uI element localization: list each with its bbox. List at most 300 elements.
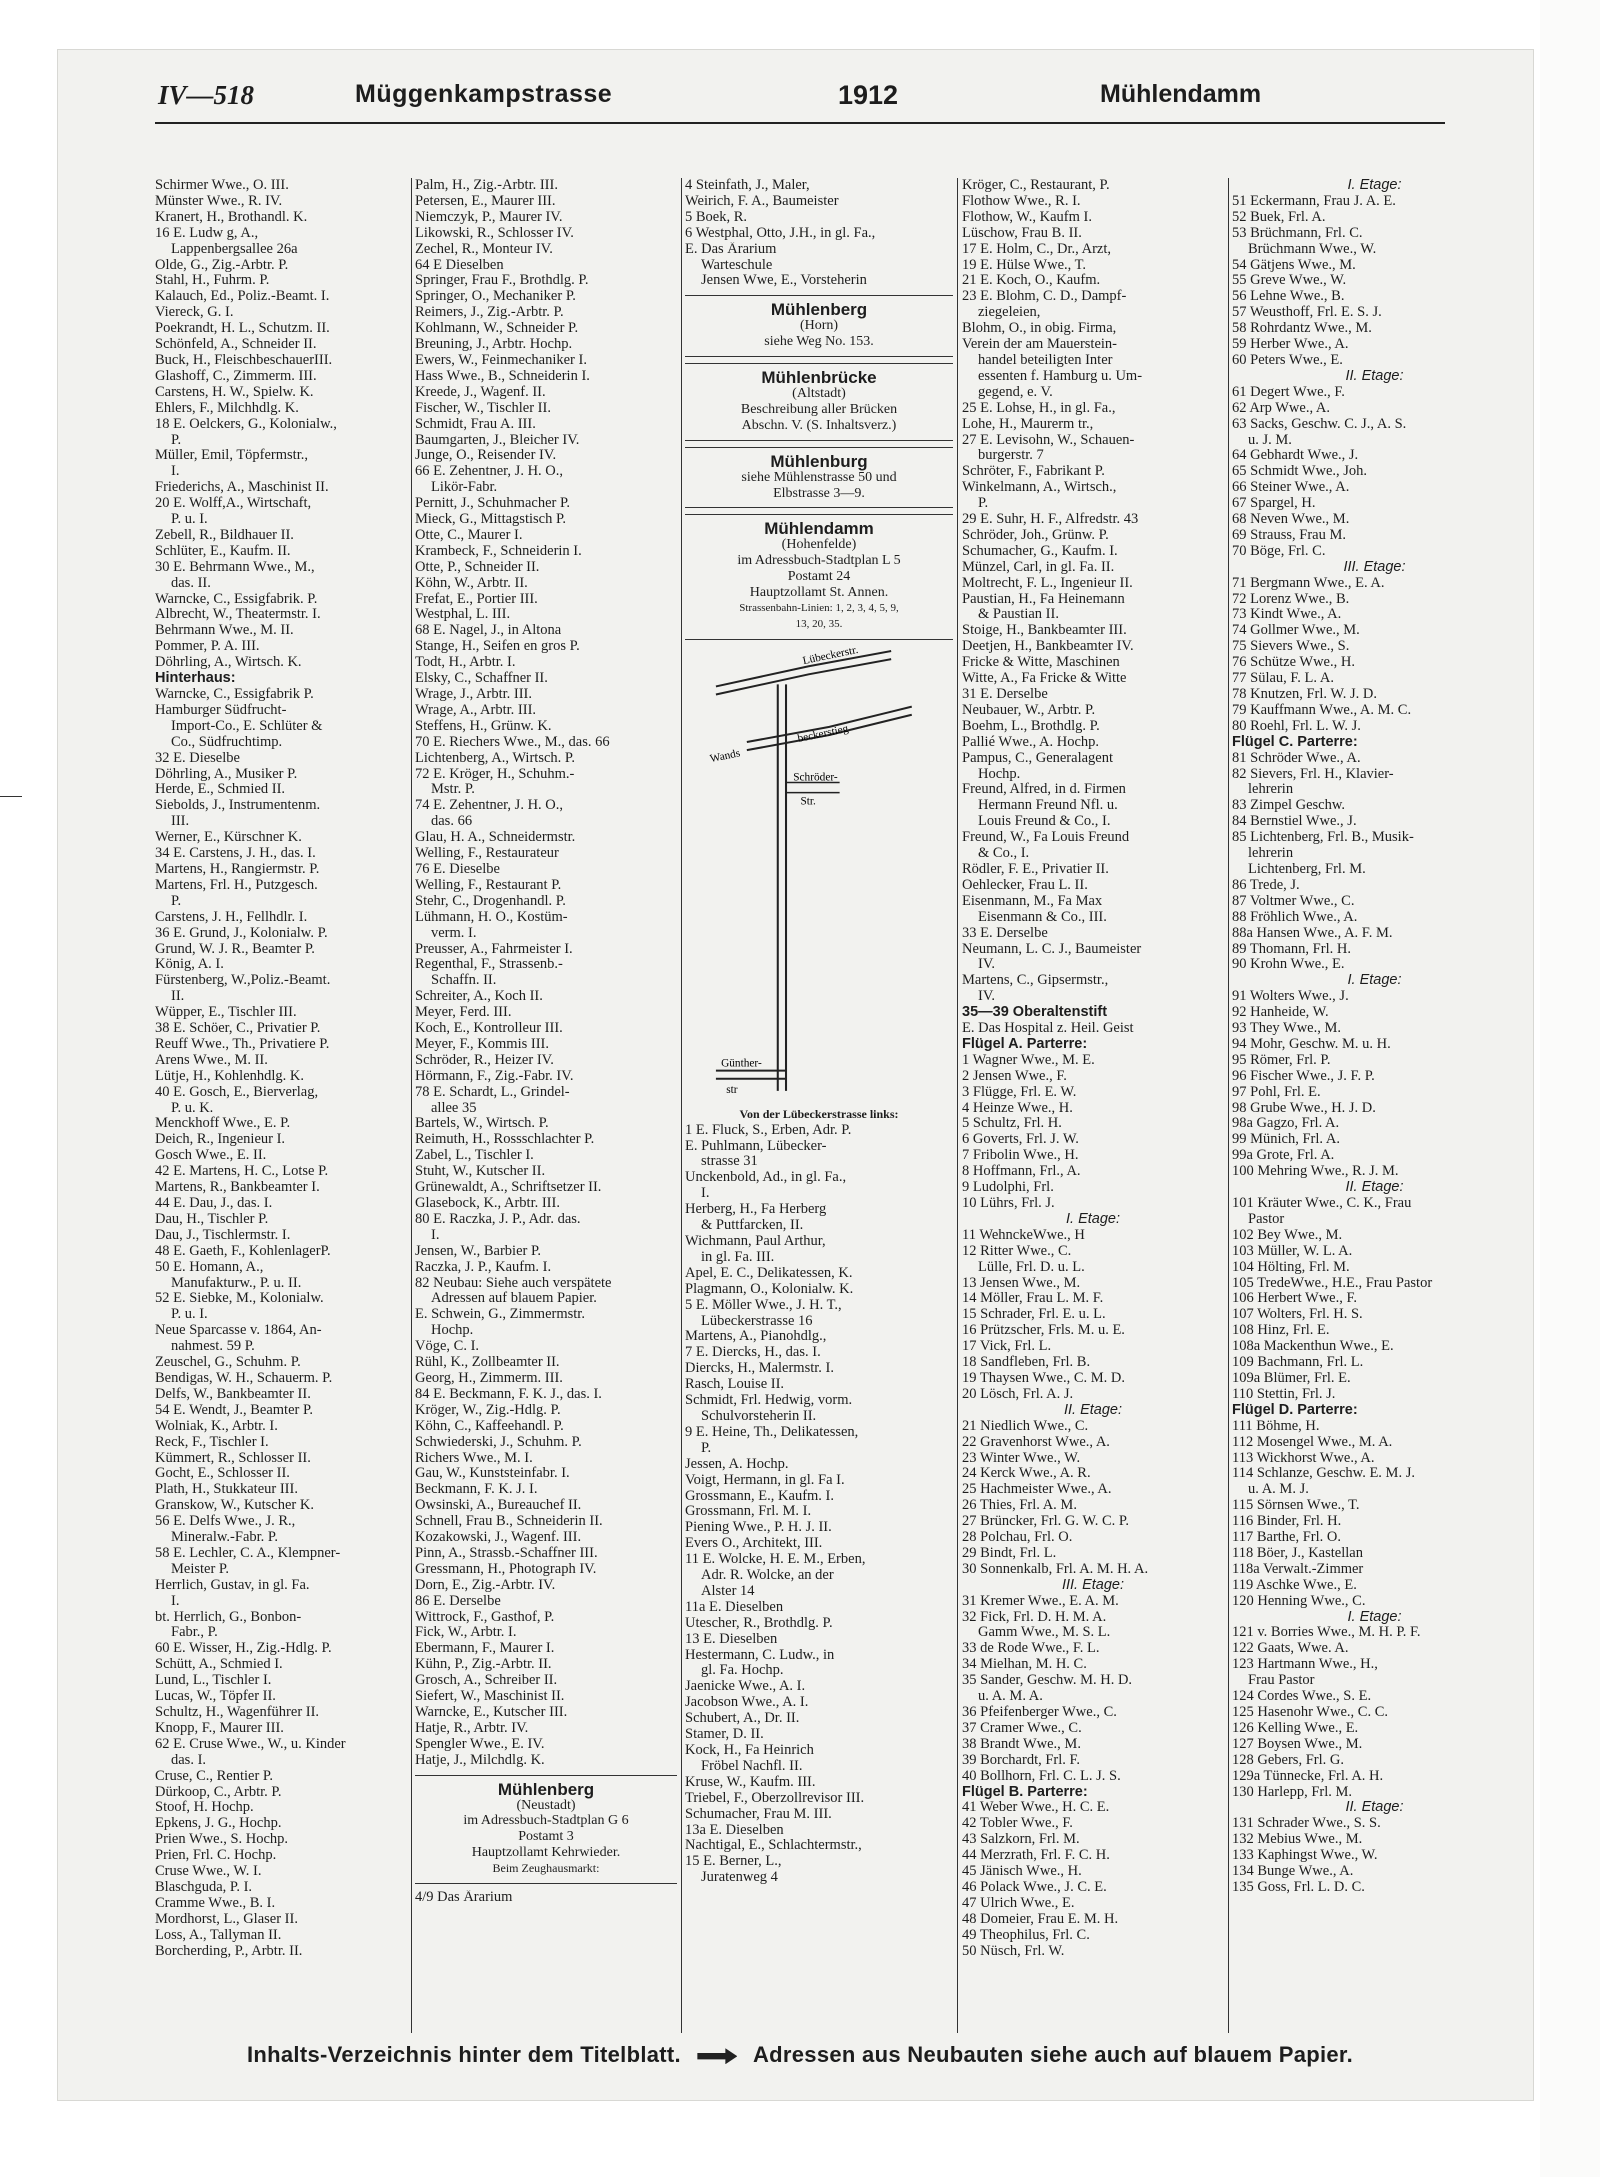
directory-entry: Flügel B. Parterre:	[962, 1784, 1088, 1800]
directory-entry: 133 Kaphingst Wwe., W.	[1232, 1848, 1378, 1864]
directory-entry: Otte, C., Maurer I.	[415, 527, 523, 543]
directory-entry: Gressmann, H., Photograph IV.	[415, 1561, 597, 1577]
directory-entry: 7 E. Diercks, H., das. I.	[685, 1345, 821, 1361]
directory-entry: 111 Böhme, H.	[1232, 1418, 1320, 1434]
directory-entry: Hochp.	[431, 1323, 474, 1339]
directory-entry: Epkens, J. G., Hochp.	[155, 1816, 282, 1832]
directory-entry: Grünewaldt, A., Schriftsetzer II.	[415, 1180, 602, 1196]
directory-entry: Glashoff, C., Zimmerm. III.	[155, 368, 317, 384]
map-label: Str.	[800, 795, 816, 808]
directory-entry: 20 Lösch, Frl. A. J.	[962, 1386, 1074, 1402]
street-info-box	[685, 514, 953, 639]
directory-entry: Martens, A., Pianohdlg.,	[685, 1329, 827, 1345]
directory-entry: in gl. Fa. III.	[701, 1249, 775, 1265]
directory-entry: Lohe, H., Maurerm tr.,	[962, 416, 1094, 432]
directory-entry: Siefert, W., Maschinist II.	[415, 1689, 565, 1705]
box-line: Hauptzollamt Kehrwieder.	[471, 1845, 621, 1861]
directory-entry: Jensen Wwe, E., Vorsteherin	[701, 273, 867, 289]
directory-entry: das. 66	[431, 814, 473, 830]
directory-entry: 77 Sülau, F. L. A.	[1232, 671, 1334, 687]
directory-entry: Breuning, J., Arbtr. Hochp.	[415, 337, 573, 353]
directory-entry: Rödler, F. E., Privatier II.	[962, 861, 1109, 877]
directory-entry: Neue Sparcasse v. 1864, An-	[155, 1323, 322, 1339]
directory-entry: P. u. I.	[171, 1307, 208, 1323]
directory-entry: das. II.	[171, 575, 211, 591]
directory-entry: Brüchmann Wwe., W.	[1248, 241, 1377, 257]
directory-entry: 107 Wolters, Frl. H. S.	[1232, 1307, 1363, 1323]
directory-entry: Schmidt, Frau A. III.	[415, 416, 536, 432]
directory-entry: Evers O., Architekt, III.	[685, 1536, 823, 1552]
directory-entry: Cruse, C., Rentier P.	[155, 1768, 274, 1784]
directory-entry: 9 Ludolphi, Frl.	[962, 1180, 1054, 1196]
directory-entry: I.	[171, 464, 180, 480]
directory-entry: 11 E. Wolcke, H. E. M., Erben,	[685, 1552, 866, 1568]
directory-entry: 15 E. Berner, L.,	[685, 1854, 782, 1870]
directory-entry: 132 Mebius Wwe., M.	[1232, 1832, 1363, 1848]
directory-entry: 54 Gätjens Wwe., M.	[1232, 257, 1356, 273]
directory-entry: Stehr, C., Drogenhandl. P.	[415, 893, 566, 909]
directory-entry: 62 Arp Wwe., A.	[1232, 400, 1331, 416]
directory-entry: 41 Weber Wwe., H. C. E.	[962, 1800, 1110, 1816]
directory-entry: 60 E. Wisser, H., Zig.-Hdlg. P.	[155, 1641, 332, 1657]
directory-entry: IV.	[978, 989, 996, 1005]
directory-entry: strasse 31	[701, 1154, 758, 1170]
directory-entry: 33 E. Derselbe	[962, 925, 1048, 941]
directory-entry: Diercks, H., Malermstr. I.	[685, 1361, 834, 1377]
box-line: im Adressbuch-Stadtplan L 5	[737, 553, 901, 569]
directory-entry: 13 E. Dieselben	[685, 1631, 778, 1647]
directory-entry: 89 Thomann, Frl. H.	[1232, 941, 1351, 957]
directory-entry: Flügel A. Parterre:	[962, 1036, 1088, 1052]
directory-entry: 127 Boysen Wwe., M.	[1232, 1736, 1363, 1752]
directory-entry: Grossmann, E., Kaufm. I.	[685, 1488, 835, 1504]
directory-entry: Winkelmann, A., Wirtsch.,	[962, 480, 1117, 496]
page-edge	[1540, 0, 1600, 2177]
directory-entry: Schütt, A., Schmied I.	[155, 1657, 283, 1673]
directory-entry: Viereck, G. I.	[155, 305, 234, 321]
directory-entry: 90 Krohn Wwe., E.	[1232, 957, 1345, 973]
directory-entry: 108 Hinz, Frl. E.	[1232, 1323, 1330, 1339]
directory-entry: 24 Kerck Wwe., A. R.	[962, 1466, 1091, 1482]
directory-entry: Junge, O., Reisender IV.	[415, 448, 557, 464]
directory-entry: 45 Jänisch Wwe., H.	[962, 1864, 1082, 1880]
directory-entry: 120 Henning Wwe., C.	[1232, 1593, 1366, 1609]
directory-entry: Schröter, F., Fabrikant P.	[962, 464, 1105, 480]
directory-entry: 88a Hansen Wwe., A. F. M.	[1232, 925, 1393, 941]
directory-entry: Freund, Alfred, in d. Firmen	[962, 782, 1126, 798]
directory-entry: Warncke, C., Essigfabrik. P.	[155, 591, 318, 607]
box-line: (Horn)	[799, 318, 839, 334]
directory-entry: Poekrandt, H. L., Schutzm. II.	[155, 321, 330, 337]
box-line: (Hohenfelde)	[781, 537, 857, 553]
directory-entry: 34 E. Carstens, J. H., das. I.	[155, 846, 316, 862]
directory-entry: Paustian, H., Fa Heinemann	[962, 591, 1125, 607]
directory-entry: Loss, A., Tallyman II.	[155, 1927, 282, 1943]
directory-entry: 29 Bindt, Frl. L.	[962, 1545, 1057, 1561]
directory-entry: gl. Fa. Hochp.	[701, 1663, 784, 1679]
directory-entry: 121 v. Borries Wwe., M. H. P. F.	[1232, 1625, 1421, 1641]
directory-entry: Kröger, W., Zig.-Hdlg. P.	[415, 1402, 561, 1418]
directory-entry: Münster Wwe., R. IV.	[155, 193, 283, 209]
directory-entry: Likowski, R., Schlosser IV.	[415, 225, 574, 241]
directory-entry: u. A. M. A.	[978, 1689, 1043, 1705]
directory-entry: lehrerin	[1248, 782, 1294, 798]
directory-entry: handel beteiligten Inter	[978, 352, 1113, 368]
directory-entry: 104 Hölting, Frl. M.	[1232, 1259, 1350, 1275]
directory-entry: 4 Steinfath, J., Maler,	[685, 178, 810, 193]
directory-entry: 22 Gravenhorst Wwe., A.	[962, 1434, 1110, 1450]
directory-entry: Schumacher, Frau M. III.	[685, 1806, 832, 1822]
directory-entry: Lüschow, Frau B. II.	[962, 225, 1082, 241]
directory-entry: 6 Westphal, Otto, J.H., in gl. Fa.,	[685, 225, 876, 241]
box-subtitle: (Neustadt)	[516, 1797, 576, 1813]
box-line: Postamt 24	[787, 569, 851, 585]
directory-entry: 31 Kremer Wwe., E. A. M.	[962, 1593, 1119, 1609]
directory-entry: Co., Südfruchtimp.	[171, 734, 283, 750]
directory-entry: 82 Sievers, Frl. H., Klavier-	[1232, 766, 1394, 782]
directory-entry: 122 Gaats, Wwe. A.	[1232, 1641, 1349, 1657]
directory-entry: 4 Heinze Wwe., H.	[962, 1100, 1073, 1116]
street-heading: Müggenkampstrasse	[355, 80, 613, 108]
directory-entry: 96 Fischer Wwe., J. F. P.	[1232, 1068, 1375, 1084]
entry: 4/9 Das Ärarium	[415, 1890, 513, 1906]
directory-entry: Kranert, H., Brothandl. K.	[155, 209, 308, 225]
directory-entry: Gamm Wwe., M. S. L.	[978, 1625, 1111, 1641]
directory-entry: 33 de Rode Wwe., F. L.	[962, 1641, 1100, 1657]
directory-entry: 52 E. Siebke, M., Kolonialw.	[155, 1291, 324, 1307]
directory-entry: 70 Böge, Frl. C.	[1232, 543, 1326, 559]
directory-entry: Prien Wwe., S. Hochp.	[155, 1832, 289, 1848]
directory-entry: ziegeleien,	[978, 305, 1041, 321]
street-info-box	[685, 447, 953, 509]
directory-entry: Krambeck, F., Schneiderin I.	[415, 543, 582, 559]
directory-entry: 131 Schrader Wwe., S. S.	[1232, 1816, 1381, 1832]
box-line: im Adressbuch-Stadtplan G 6	[463, 1813, 629, 1829]
directory-entry: 55 Greve Wwe., W.	[1232, 273, 1347, 289]
directory-entry: 118 Böer, J., Kastellan	[1232, 1545, 1363, 1561]
directory-entry: 48 Domeier, Frau E. M. H.	[962, 1911, 1119, 1927]
directory-entry: Alster 14	[701, 1583, 755, 1599]
directory-entry: 25 E. Lohse, H., in gl. Fa.,	[962, 400, 1116, 416]
directory-entry: Fick, W., Arbtr. I.	[415, 1625, 517, 1641]
directory-entry: Zabel, L., Tischler I.	[415, 1148, 534, 1164]
box-title: Mühlenberg	[770, 300, 868, 320]
directory-entry: Dau, H., Tischler P.	[155, 1211, 269, 1227]
directory-entry: Stoof, H. Hochp.	[155, 1800, 254, 1816]
directory-entry: Palm, H., Zig.-Arbtr. III.	[415, 178, 558, 193]
directory-entry: 30 E. Behrmann Wwe., M.,	[155, 559, 315, 575]
directory-entry: II.	[171, 989, 185, 1005]
directory-entry: Mieck, G., Mittagstisch P.	[415, 512, 567, 528]
box-note: Beim Zeughausmarkt:	[492, 1861, 600, 1876]
directory-entry: 36 Pfeifenberger Wwe., C.	[962, 1705, 1117, 1720]
directory-entry: 14 Möller, Frau L. M. F.	[962, 1291, 1104, 1307]
column-divider	[1228, 178, 1229, 2033]
directory-entry: Triebel, F., Oberzollrevisor III.	[685, 1790, 865, 1806]
directory-entry: Unckenbold, Ad., in gl. Fa.,	[685, 1170, 847, 1186]
directory-entry: Köhn, W., Arbtr. II.	[415, 575, 528, 591]
map-label: beckerstieg	[796, 722, 850, 745]
directory-entry: Manufakturw., P. u. II.	[171, 1275, 302, 1291]
directory-entry: I.	[701, 1186, 710, 1202]
directory-entry: 9 E. Heine, Th., Delikatessen,	[685, 1424, 859, 1440]
directory-entry: Adressen auf blauem Papier.	[431, 1291, 597, 1307]
directory-entry: 115 Sörnsen Wwe., T.	[1232, 1498, 1360, 1514]
directory-entry: Springer, Frau F., Brothdlg. P.	[415, 273, 589, 289]
directory-entry: Zechel, R., Monteur IV.	[415, 241, 553, 257]
directory-entry: 36 E. Grund, J., Kolonialw. P.	[155, 925, 328, 941]
directory-entry: lehrerin	[1248, 846, 1294, 862]
box-line: siehe Mühlenstrasse 50 und	[741, 469, 897, 485]
directory-entry: 64 E Dieselben	[415, 257, 504, 273]
directory-entry: Buck, H., FleischbeschauerIII.	[155, 352, 333, 368]
footer-right: Adressen aus Neubauten siehe auch auf blauem Papier.	[752, 2042, 1353, 2067]
directory-entry: 44 E. Dau, J., das. I.	[155, 1196, 273, 1211]
directory-entry: Mstr. P.	[431, 782, 475, 798]
directory-entry: 57 Weusthoff, Frl. E. S. J.	[1232, 305, 1382, 321]
directory-entry: P.	[978, 496, 989, 512]
directory-entry: Freund, W., Fa Louis Freund	[962, 830, 1130, 846]
directory-entry: Schmidt, Frl. Hedwig, vorm.	[685, 1393, 853, 1409]
directory-entry: 83 Zimpel Geschw.	[1232, 798, 1346, 814]
directory-entry: 40 Bollhorn, Frl. C. L. J. S.	[962, 1768, 1121, 1784]
directory-entry: I. Etage:	[1347, 1609, 1402, 1625]
directory-entry: 99a Grote, Frl. A.	[1232, 1148, 1335, 1164]
directory-entry: 129a Tünnecke, Frl. A. H.	[1232, 1768, 1384, 1784]
directory-entry: 40 E. Gosch, E., Bierverlag,	[155, 1084, 319, 1100]
directory-entry: 125 Hasenohr Wwe., C. C.	[1232, 1705, 1388, 1720]
directory-entry: 108a Mackenthun Wwe., E.	[1232, 1339, 1394, 1355]
directory-entry: 87 Voltmer Wwe., C.	[1232, 893, 1355, 909]
directory-entry: E. Das Ärarium	[685, 241, 777, 257]
footer-left: Inhalts-Verzeichnis hinter dem Titelblatt.	[246, 2042, 681, 2067]
directory-entry: Kock, H., Fa Heinrich	[685, 1743, 814, 1758]
directory-entry: 44 Merzrath, Frl. F. C. H.	[962, 1848, 1110, 1864]
directory-entry: 7 Fribolin Wwe., H.	[962, 1148, 1079, 1164]
directory-entry: 56 Lehne Wwe., B.	[1232, 289, 1345, 305]
street-info-box	[685, 295, 953, 357]
column-divider	[957, 178, 958, 2033]
directory-entry: Friederichs, A., Maschinist II.	[155, 480, 329, 496]
directory-entry: III. Etage:	[1343, 559, 1406, 575]
directory-entry: Eisenmann & Co., III.	[978, 909, 1107, 925]
directory-entry: 47 Ulrich Wwe., E.	[962, 1895, 1075, 1911]
directory-entry: Mordhorst, L., Glaser II.	[155, 1911, 298, 1927]
directory-entry: 38 Brandt Wwe., M.	[962, 1736, 1081, 1752]
directory-entry: Flothow, W., Kaufm I.	[962, 209, 1092, 225]
directory-entry: Warncke, E., Kutscher III.	[415, 1705, 568, 1720]
directory-entry: Cramme Wwe., B. I.	[155, 1895, 276, 1911]
directory-entry: 109 Bachmann, Frl. L.	[1232, 1355, 1364, 1371]
box-line: siehe Weg No. 153.	[764, 334, 874, 350]
directory-entry: Stahl, H., Fuhrm. P.	[155, 273, 270, 289]
directory-entry: 19 Thaysen Wwe., C. M. D.	[962, 1370, 1125, 1386]
directory-entry: 50 E. Homann, A.,	[155, 1259, 264, 1275]
directory-entry: verm. I.	[431, 925, 477, 941]
map-caption: Von der Lübeckerstrasse links:	[739, 1106, 899, 1121]
directory-entry: Gosch Wwe., E. II.	[155, 1148, 267, 1164]
directory-entry: & Puttfarcken, II.	[701, 1218, 804, 1234]
directory-entry: 23 Winter Wwe., W.	[962, 1450, 1081, 1466]
muehlenberg-neustadt-box	[415, 1775, 677, 1884]
directory-entry: I. Etage:	[1347, 178, 1402, 193]
directory-entry: Warteschule	[701, 257, 773, 273]
column-2	[415, 178, 677, 2033]
directory-entry: 50 Nüsch, Frl. W.	[962, 1943, 1065, 1959]
directory-entry: Jessen, A. Hochp.	[685, 1456, 789, 1472]
directory-entry: 128 Gebers, Frl. G.	[1232, 1752, 1344, 1768]
directory-entry: Owsinski, A., Bureauchef II.	[415, 1498, 582, 1514]
directory-entry: P. u. I.	[171, 512, 208, 528]
directory-entry: Frau Pastor	[1248, 1673, 1315, 1689]
directory-entry: Schultz, H., Wagenführer II.	[155, 1705, 320, 1720]
directory-entry: Fricke & Witte, Maschinen	[962, 655, 1120, 671]
directory-entry: Behrmann Wwe., M. II.	[155, 623, 294, 639]
directory-entry: 119 Aschke Wwe., E.	[1232, 1577, 1357, 1593]
directory-entry: 16 E. Ludw g, A.,	[155, 225, 259, 241]
directory-entry: 74 E. Zehentner, J. H. O.,	[415, 798, 564, 814]
directory-entry: Reuff Wwe., Th., Privatiere P.	[155, 1036, 330, 1052]
directory-entry: 100 Mehring Wwe., R. J. M.	[1232, 1164, 1399, 1180]
directory-entry: 82 Neubau: Siehe auch verspätete	[415, 1275, 612, 1291]
directory-entry: 12 Ritter Wwe., C.	[962, 1243, 1072, 1259]
directory-entry: Schumacher, G., Kaufm. I.	[962, 543, 1118, 559]
box-line: Hauptzollamt St. Annen.	[749, 585, 889, 601]
directory-entry: Utescher, R., Brothdlg. P.	[685, 1615, 833, 1631]
directory-entry: III. Etage:	[1061, 1577, 1125, 1593]
directory-entry: Westphal, L. III.	[415, 607, 511, 623]
directory-entry: 88 Fröhlich Wwe., A.	[1232, 909, 1358, 925]
directory-entry: 74 Gollmer Wwe., M.	[1232, 623, 1360, 639]
directory-entry: Olde, G., Zig.-Arbtr. P.	[155, 257, 289, 273]
directory-entry: Otte, P., Schneider II.	[415, 559, 540, 575]
directory-entry: 21 E. Koch, O., Kaufm.	[962, 273, 1101, 289]
directory-entry: Herde, E., Schmied II.	[155, 782, 286, 798]
directory-entry: Raczka, J. P., Kaufm. I.	[415, 1259, 552, 1275]
directory-entry: 105 TredeWwe., H.E., Frau Pastor	[1232, 1275, 1433, 1291]
directory-entry: 78 E. Schardt, L., Grindel-	[415, 1084, 570, 1100]
directory-entry: Apel, E. C., Delikatessen, K.	[685, 1265, 853, 1281]
directory-entry: 76 Schütze Wwe., H.	[1232, 655, 1355, 671]
directory-entry: Louis Freund & Co., I.	[978, 814, 1111, 830]
directory-entry: Witte, A., Fa Fricke & Witte	[962, 671, 1127, 687]
directory-entry: Kreede, J., Wagenf. II.	[415, 384, 546, 400]
directory-entry: Schönfeld, A., Schneider II.	[155, 337, 317, 353]
directory-entry: Lucas, W., Töpfer II.	[155, 1689, 276, 1705]
directory-entry: 64 Gebhardt Wwe., J.	[1232, 448, 1359, 464]
directory-entry: Menckhoff Wwe., E. P.	[155, 1116, 291, 1132]
directory-entry: 58 Rohrdantz Wwe., M.	[1232, 321, 1372, 337]
directory-entry: 11a E. Dieselben	[685, 1599, 784, 1615]
right-street-heading: Mühlendamm	[1100, 80, 1262, 108]
directory-entry: & Co., I.	[978, 846, 1030, 862]
directory-entry: Dau, J., Tischlermstr. I.	[155, 1227, 291, 1243]
directory-entry: 79 Kauffmann Wwe., A. M. C.	[1232, 702, 1412, 718]
directory-entry: II. Etage:	[1345, 1800, 1404, 1816]
directory-entry: 130 Harlepp, Frl. M.	[1232, 1784, 1353, 1800]
directory-entry: 38 E. Schöer, C., Privatier P.	[155, 1021, 321, 1037]
directory-entry: Lülle, Frl. D. u. L.	[978, 1259, 1085, 1275]
directory-entry: Elsky, C., Schaffner II.	[415, 671, 548, 687]
directory-entry: E. Das Hospital z. Heil. Geist	[962, 1021, 1134, 1037]
directory-entry: Bartels, W., Wirtsch. P.	[415, 1116, 549, 1132]
directory-entry: Rasch, Louise II.	[685, 1377, 785, 1393]
directory-entry: Rühl, K., Zollbeamter II.	[415, 1355, 560, 1371]
directory-entry: 19 E. Hülse Wwe., T.	[962, 257, 1087, 273]
directory-entry: 34 Mielhan, M. H. C.	[962, 1657, 1087, 1673]
directory-entry: bt. Herrlich, G., Bonbon-	[155, 1609, 302, 1625]
directory-entry: Schirmer Wwe., O. III.	[155, 178, 289, 193]
directory-entry: Grund, W. J. R., Beamter P.	[155, 941, 315, 957]
directory-entry: Siebolds, J., Instrumentenm.	[155, 798, 321, 814]
directory-entry: Flügel C. Parterre:	[1232, 734, 1358, 750]
map-label: Wands	[708, 747, 742, 765]
directory-entry: Flügel D. Parterre:	[1232, 1402, 1358, 1418]
street-map	[685, 646, 953, 1101]
directory-entry: Lütje, H., Kohlenhdlg. K.	[155, 1068, 305, 1084]
directory-entry: Nachtigal, E., Schlachtermstr.,	[685, 1838, 862, 1854]
directory-entry: Müller, Emil, Töpfermstr.,	[155, 448, 308, 464]
directory-entry: Hamburger Südfrucht-	[155, 702, 287, 718]
directory-entry: Beckmann, F. K. J. I.	[415, 1482, 538, 1498]
directory-entry: Blohm, O., in obig. Firma,	[962, 321, 1117, 337]
directory-entry: 46 Polack Wwe., J. C. E.	[962, 1879, 1107, 1895]
directory-entry: Vöge, C. I.	[415, 1339, 480, 1355]
directory-entry: Schröder, R., Heizer IV.	[415, 1052, 554, 1068]
directory-entry: 42 E. Martens, H. C., Lotse P.	[155, 1164, 329, 1180]
directory-entry: Piening Wwe., P. H. J. II.	[685, 1520, 832, 1536]
directory-entry: Frefat, E., Portier III.	[415, 591, 538, 607]
directory-entry: allee 35	[431, 1100, 477, 1116]
directory-entry: Todt, H., Arbtr. I.	[415, 655, 516, 671]
directory-entry: 113 Wickhorst Wwe., A.	[1232, 1450, 1375, 1466]
directory-entry: Lübeckerstrasse 16	[701, 1313, 813, 1329]
box-title: Mühlenbrücke	[761, 368, 877, 388]
directory-entry: Stamer, D. II.	[685, 1727, 764, 1743]
directory-entry: Regenthal, F., Strassenb.-	[415, 957, 563, 973]
directory-entry: Albrecht, W., Theatermstr. I.	[155, 607, 321, 623]
directory-entry: I. Etage:	[1347, 973, 1402, 989]
directory-entry: das. I.	[171, 1752, 207, 1768]
box-postamt: Postamt 3	[518, 1829, 574, 1845]
directory-entry: Stuht, W., Kutscher II.	[415, 1164, 546, 1180]
box-line: Strassenbahn-Linien: 1, 2, 3, 4, 5, 9,	[739, 601, 899, 614]
directory-entry: Reimers, J., Zig.-Arbtr. P.	[415, 305, 564, 321]
directory-entry: 25 Hachmeister Wwe., A.	[962, 1482, 1112, 1498]
directory-entry: Pommer, P. A. III.	[155, 639, 260, 655]
directory-entry: Pernitt, J., Schuhmacher P.	[415, 496, 571, 512]
page-number: IV—518	[158, 80, 255, 110]
directory-entry: Döhrling, A., Musiker P.	[155, 766, 298, 782]
directory-entry: IV.	[978, 957, 996, 973]
directory-entry: 29 E. Suhr, H. F., Alfredstr. 43	[962, 512, 1139, 528]
box-line: Beschreibung aller Brücken	[740, 401, 898, 417]
directory-entry: 17 E. Holm, C., Dr., Arzt,	[962, 241, 1112, 257]
directory-entry: Adr. R. Wolcke, an der	[701, 1568, 834, 1584]
directory-entry: Flothow Wwe., R. I.	[962, 193, 1081, 209]
directory-entry: Likör-Fabr.	[431, 480, 498, 496]
directory-entry: Ewers, W., Feinmechaniker I.	[415, 352, 587, 368]
directory-entry: Fröbel Nachfl. II.	[701, 1758, 803, 1774]
directory-entry: Ebermann, F., Maurer I.	[415, 1641, 555, 1657]
column-divider	[411, 178, 412, 2033]
directory-entry: 51 Eckermann, Frau J. A. E.	[1232, 193, 1396, 209]
directory-entry: 1 Wagner Wwe., M. E.	[962, 1052, 1095, 1068]
directory-entry: Gau, W., Kunststeinfabr. I.	[415, 1466, 570, 1482]
directory-entry: Granskow, W., Kutscher K.	[155, 1498, 314, 1514]
directory-entry: 42 Tobler Wwe., F.	[962, 1816, 1073, 1832]
directory-entry: 126 Kelling Wwe., E.	[1232, 1720, 1359, 1736]
